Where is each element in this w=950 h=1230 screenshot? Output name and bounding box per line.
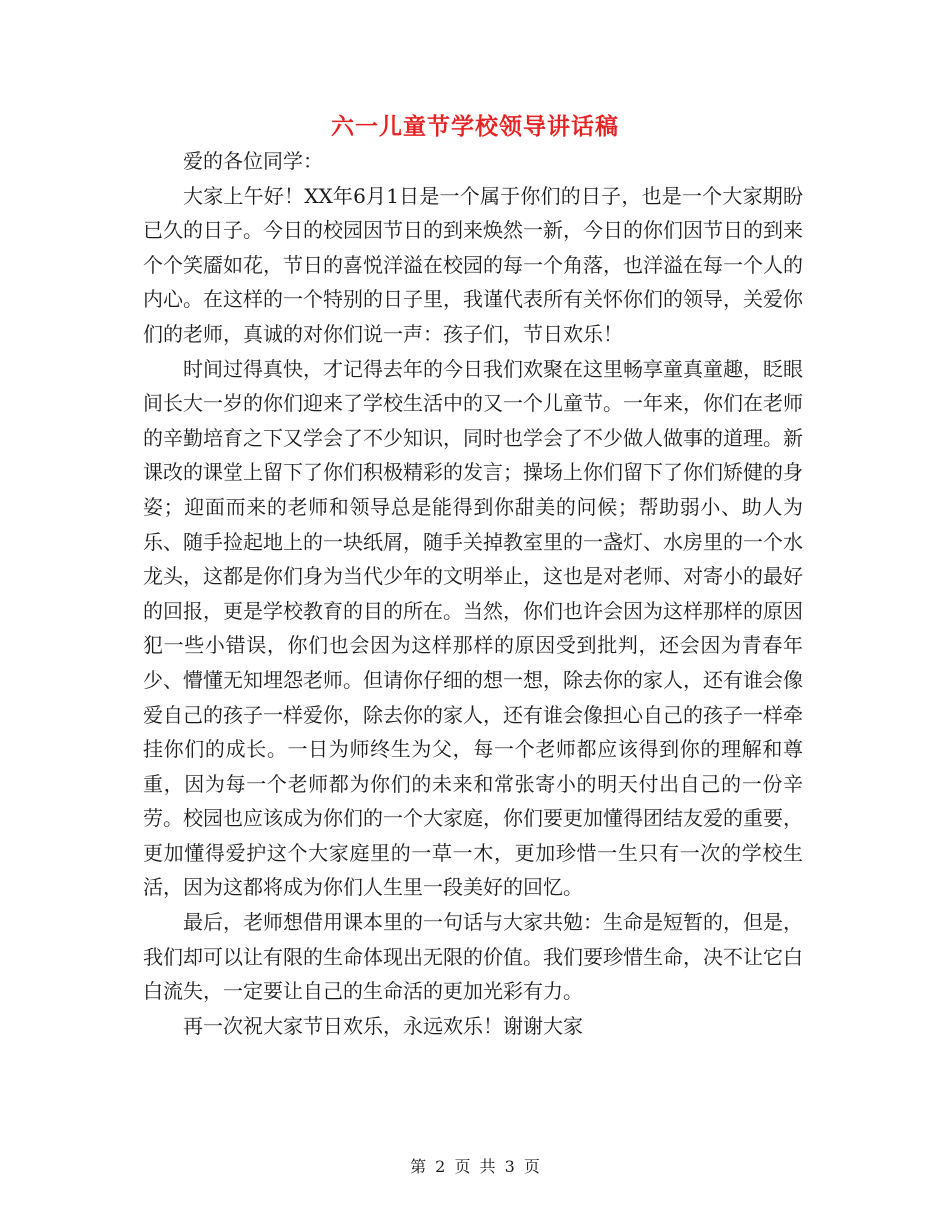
- salutation: 爱的各位同学：: [183, 149, 323, 173]
- paragraph-final-wish: 再一次祝大家节日欢乐，永远欢乐！谢谢大家: [183, 1013, 583, 1038]
- document-body: [143, 144, 803, 1043]
- paragraph-greeting: 大家上午好！XX年6月1日是一个属于你们的日子，也是一个大家期盼已久的日子。今日的校园因节日的到来焕然一新，今日的你们因节日的到来个个笑靥如花，节日的喜悦洋溢在校园的每一个角落，也洋溢在每一个人的内心。在这样的一个特别的日子里，我谨代表所有关怀你们的领导，关爱你们的老师，真诚的对你们说一声：孩子们，节日欢乐！: [143, 183, 803, 346]
- paragraph-main: 时间过得真快，才记得去年的今日我们欢聚在这里畅享童真童趣，眨眼间长大一岁的你们迎来了学校生活中的又一个儿童节。一年来，你们在老师的辛勤培育之下又学会了不少知识，同时也学会了不少做人做事的道理。新课改的课堂上留下了你们积极精彩的发言；操场上你们留下了你们矫健的身姿；迎面而来的老师和领导总是能得到你甜美的问候；帮助弱小、助人为乐、随手捡起地上的一块纸屑，随手关掉教室里的一盏灯、水房里的一个水龙头，这都是你们身为当代少年的文明举止，这也是对老师、对寄小的最好的回报，更是学校教育的目的所在。当然，你们也许会因为这样那样的原因犯一些小错误，你们也会因为这样那样的原因受到批判，还会因为青春年少、懵懂无知埋怨老师。但请你仔细的想一想，除去你的家人，还有谁会像爱自己的孩子一样爱你，除去你的家人，还有谁会像担心自己的孩子一样牵挂你们的成长。一日为师终生为父，每一个老师都应该得到你的理解和尊重，因为每一个老师都为你们的未来和常张寄小的明天付出自己的一份辛劳。校园也应该成为你们的一个大家庭，你们要更加懂得团结友爱的重要，更加懂得爱护这个大家庭里的一草一木，更加珍惜一生只有一次的学校生活，因为这都将成为你们人生里一段美好的回忆。: [143, 356, 803, 900]
- paragraph-closing: 最后，老师想借用课本里的一句话与大家共勉：生命是短暂的，但是，我们却可以让有限的生命体现出无限的价值。我们要珍惜生命，决不让它白白流失，一定要让自己的生命活的更加光彩有力。: [143, 910, 803, 1004]
- page-number-footer: 第 2 页 共 3 页: [410, 1157, 540, 1176]
- document-title: 六一儿童节学校领导讲话稿: [331, 113, 619, 140]
